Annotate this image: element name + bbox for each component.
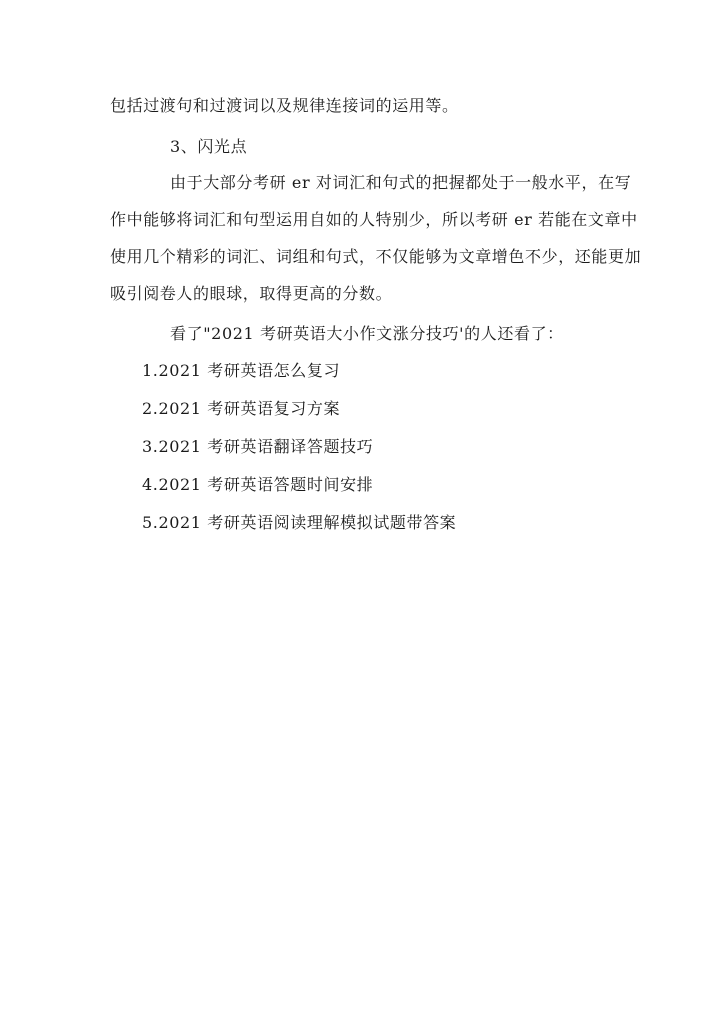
paragraph-line: 作中能够将词汇和句型运用自如的人特别少，所以考研 er 若能在文章中 xyxy=(110,210,638,229)
paragraph-line: 由于大部分考研 er 对词汇和句式的把握都处于一般水平，在写 xyxy=(170,173,632,192)
paragraph-continuation: 包括过渡句和过渡词以及规律连接词的运用等。 xyxy=(110,96,459,115)
section-heading: 3、闪光点 xyxy=(170,137,248,156)
related-article-link[interactable]: 3.2021 考研英语翻译答题技巧 xyxy=(142,437,374,456)
related-article-link[interactable]: 1.2021 考研英语怎么复习 xyxy=(142,361,341,380)
paragraph-line: 使用几个精彩的词汇、词组和句式，不仅能够为文章增色不少，还能更加 xyxy=(110,247,642,266)
related-article-link[interactable]: 5.2021 考研英语阅读理解模拟试题带答案 xyxy=(142,513,457,532)
see-also-intro: 看了"2021 考研英语大小作文涨分技巧'的人还看了： xyxy=(170,324,564,343)
related-article-link[interactable]: 2.2021 考研英语复习方案 xyxy=(142,399,341,418)
related-article-link[interactable]: 4.2021 考研英语答题时间安排 xyxy=(142,475,374,494)
paragraph-line: 吸引阅卷人的眼球，取得更高的分数。 xyxy=(110,284,393,303)
